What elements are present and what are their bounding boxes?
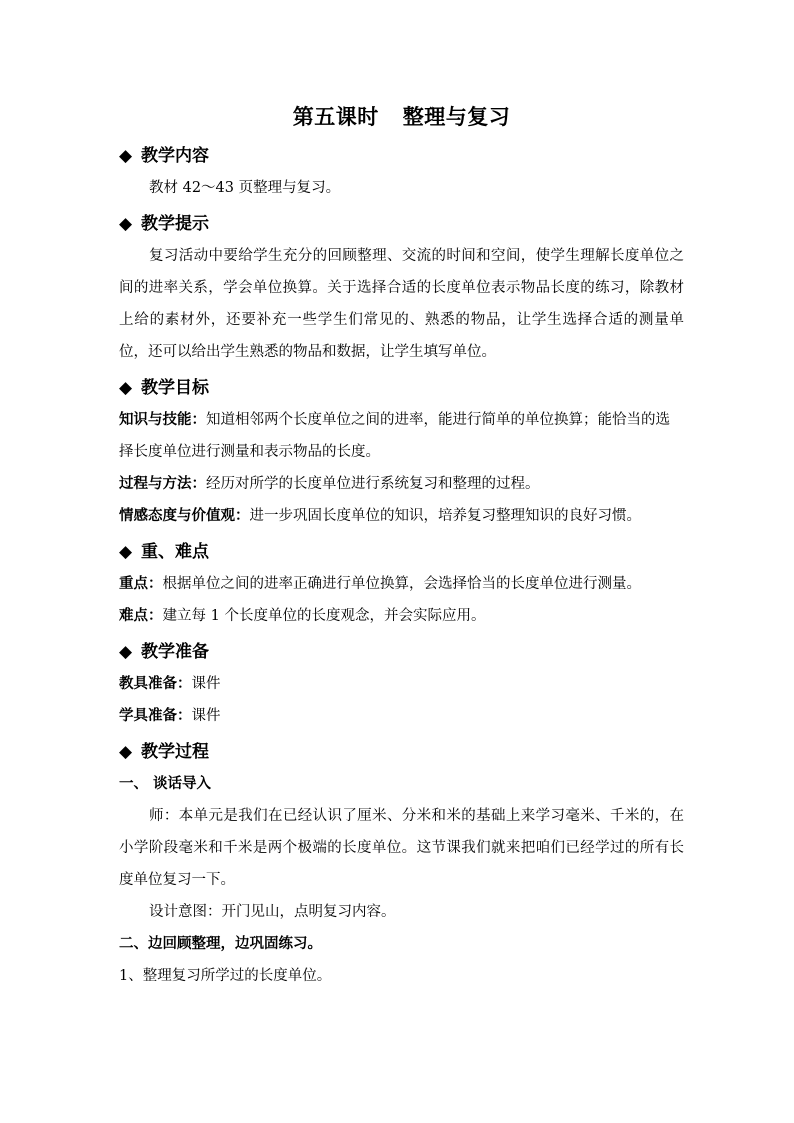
section-heading-tips: ◆ 教学提示 [119,208,684,240]
title-lesson: 第五课时 [292,104,379,129]
prep-teacher: 教具准备：课件 [119,675,221,692]
keypoint-difficulty: 难点：建立每 1 个长度单位的长度观念，并会实际应用。 [119,607,486,624]
diamond-bullet-icon: ◆ [119,542,133,562]
page-title [119,100,684,134]
process-design-intent: 设计意图：开门见山，点明复习内容。 [149,904,396,920]
diamond-bullet-icon: ◆ [119,214,133,234]
process-item-1: 1、整理复习所学过的长度单位。 [119,968,332,984]
goal-knowledge: 知识与技能：知道相邻两个长度单位之间的进率，能进行简单的单位换算；能恰当的选择长度单位进行测量和表示物品的长度。 [119,411,670,460]
process-step-2: 二、边回顾整理，边巩固练习。 [119,935,322,952]
title-topic: 整理与复习 [402,104,511,129]
goal-emotion: 情感态度与价值观：进一步巩固长度单位的知识，培养复习整理知识的良好习惯。 [119,507,641,524]
section-heading-content: ◆ 教学内容 [119,140,684,172]
diamond-bullet-icon: ◆ [119,378,133,398]
document-page [119,100,684,992]
diamond-bullet-icon: ◆ [119,146,133,166]
prep-student: 学具准备：课件 [119,707,221,724]
content-text: 教材 42～43 页整理与复习。 [149,180,341,196]
section-heading-keypoints: ◆ 重、难点 [119,536,684,568]
diamond-bullet-icon: ◆ [119,642,133,662]
section-heading-goals: ◆ 教学目标 [119,372,684,404]
section-heading-prep: ◆ 教学准备 [119,636,684,668]
process-teacher-text: 师：本单元是我们在已经认识了厘米、分米和米的基础上来学习毫米、千米的，在小学阶段毫米和千米是两个极端的长度单位。这节课我们就来把咱们已经学过的所有长度单位复习一下。 [119,808,684,888]
goal-process: 过程与方法：经历对所学的长度单位进行系统复习和整理的过程。 [119,475,540,492]
tips-text: 复习活动中要给学生充分的回顾整理、交流的时间和空间，使学生理解长度单位之间的进率关系，学会单位换算。关于选择合适的长度单位表示物品长度的练习，除教材上给的素材外，还要补充一些学生们常见的、熟悉的物品，让学生选择合适的测量单位，还可以给出学生熟悉的物品和数据，让学生填写单位。 [119,248,684,360]
section-heading-process: ◆ 教学过程 [119,736,684,768]
diamond-bullet-icon: ◆ [119,742,133,762]
keypoint-focus: 重点：根据单位之间的进率正确进行单位换算，会选择恰当的长度单位进行测量。 [119,575,641,592]
process-step-1: 一、 谈话导入 [119,775,212,792]
